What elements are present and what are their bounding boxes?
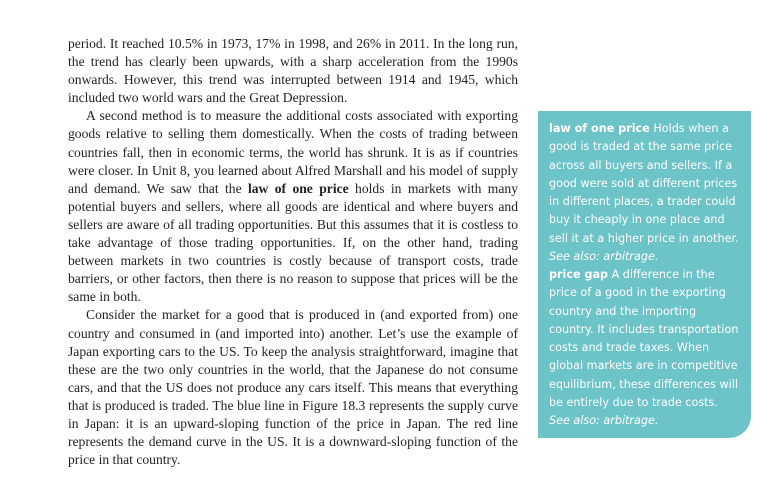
glossary-definition: A difference in the price of a good in the exporting country and the importing country. It includes transportation costs and trade taxes. When global markets are in competitive equilibrium, these differences will be entirely due to trade costs. [549, 268, 739, 409]
glossary-definition: Holds when a good is traded at the same price across all buyers and sellers. If a good were sold at different prices in different places, a trader could buy it cheaply in one place and sell it at a higher price in another. [549, 122, 739, 245]
glossary-sidebar [538, 111, 751, 438]
paragraph-2-rest: holds in markets with many potential buyers and sellers, where all goods are identical and where buyers and sellers are aware of all trading opportunities. But this assumes that it is costless to take advantage of those trading opportunities. If, on the other hand, trading between markets in two countries is costly because of transport costs, trade barriers, or other factors, then there is no reason to suppose that prices will be the same in both. [68, 180, 518, 305]
paragraph-2-lead: A second method is to measure the additional costs associated with exporting goods relative to selling them domestically. When the costs of trading between countries fall, then in economic terms, the world has shrunk. It is as if countries were closer. In Unit 8, you learned about Alfred Marshall and his model of supply and demand. We saw that the [68, 108, 518, 196]
paragraph-2 [68, 107, 518, 306]
paragraph-1: period. It reached 10.5% in 1973, 17% in 1998, and 26% in 2011. In the long run, the trend has clearly been upwards, with a sharp acceleration from the 1990s onwards. However, this trend was interrupted between 1914 and 1945, which included two world wars and the Great Depression. [68, 36, 518, 106]
glossary-see-also: See also: arbitrage. [549, 249, 659, 263]
main-text-column [68, 35, 518, 469]
glossary-entry-law-of-one-price [549, 120, 741, 266]
glossary-term: price gap [549, 268, 609, 281]
glossary-entry-price-gap [549, 266, 741, 430]
glossary-see-also: See also: arbitrage. [549, 414, 659, 427]
law-of-one-price-term: law of one price [247, 180, 349, 196]
paragraph-3: Consider the market for a good that is produced in (and exported from) one country and consumed in (and imported into) another. Let’s use the example of Japan exporting cars to the US. To keep the analysis straightforward, imagine that these are the two only countries in the world, that the Japanese do not consume cars, and that the US does not produce any cars itself. This means that everything that is produced is traded. The blue line in Figure 18.3 represents the supply curve in Japan: it is an upward-sloping function of the price in Japan. The red line represents the demand curve in the US. It is a downward-sloping function of the price in that country. [68, 307, 518, 468]
glossary-term: law of one price [549, 122, 650, 135]
